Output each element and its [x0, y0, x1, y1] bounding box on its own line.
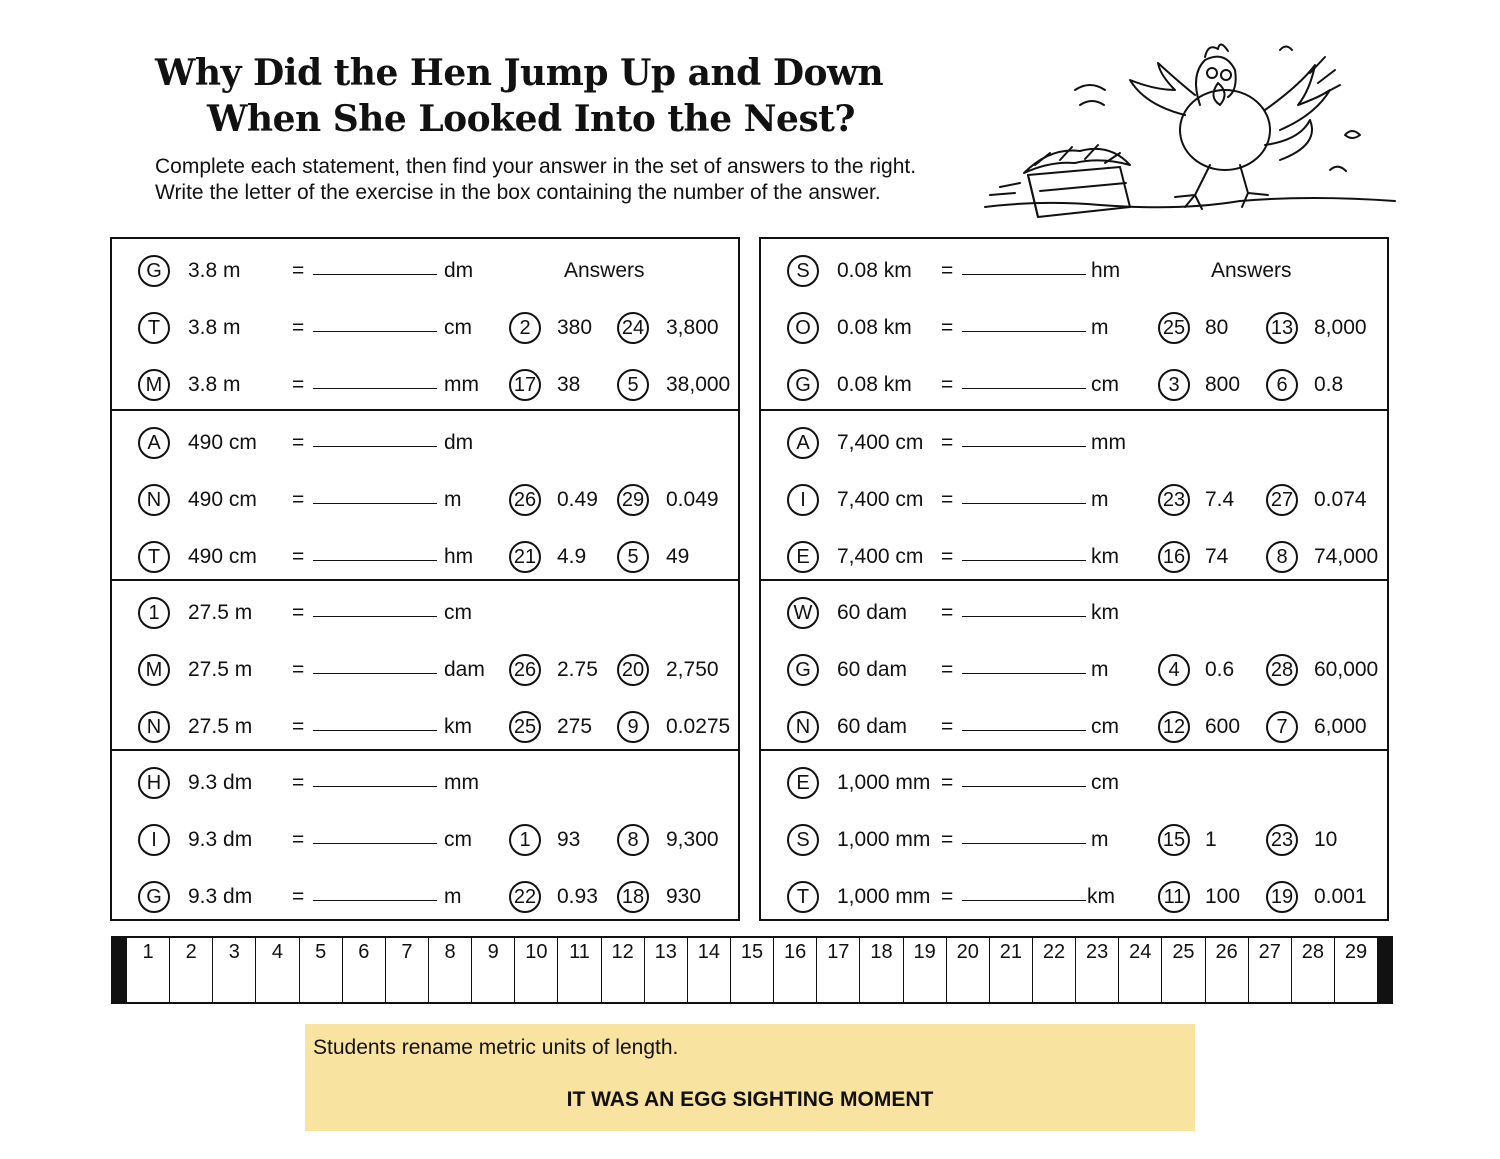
answer-blank[interactable] [313, 900, 437, 901]
equals-sign: = [292, 714, 305, 738]
answer-blank[interactable] [313, 274, 437, 275]
answer-blank[interactable] [962, 274, 1086, 275]
answer-box[interactable] [1334, 938, 1377, 1002]
answer-number: 7 [1266, 711, 1298, 743]
answer-number: 17 [509, 369, 541, 401]
exercise-row [761, 698, 1387, 755]
answer-blank[interactable] [962, 388, 1086, 389]
answer-value: 1 [1205, 827, 1217, 851]
quantity: 27.5 m [188, 600, 253, 624]
equals-sign: = [941, 714, 954, 738]
equals-sign: = [941, 600, 954, 624]
target-unit: km [444, 714, 472, 738]
answer-box-number: 27 [1258, 941, 1281, 963]
equals-sign: = [292, 657, 305, 681]
exercise-block [112, 579, 738, 751]
exercise-block [761, 749, 1387, 921]
exercise-row [761, 414, 1387, 471]
answer-box-number: 17 [827, 941, 850, 963]
instructions [155, 154, 916, 206]
exercise-block [761, 579, 1387, 751]
quantity: 0.08 km [837, 372, 912, 396]
target-unit: mm [1091, 430, 1126, 454]
answer-number: 27 [1266, 484, 1298, 516]
answer-value: 100 [1205, 884, 1241, 908]
quantity: 27.5 m [188, 714, 253, 738]
exercise-row [112, 754, 738, 811]
answer-box-number: 4 [271, 941, 284, 963]
exercise-row [112, 698, 738, 755]
equals-sign: = [292, 315, 305, 339]
answer-blank[interactable] [962, 616, 1086, 617]
target-unit: dm [444, 258, 474, 282]
exercise-row [761, 471, 1387, 528]
exercise-row [761, 641, 1387, 698]
exercise-letter: O [787, 312, 819, 344]
answer-box[interactable] [514, 938, 557, 1002]
answer-value: 8,000 [1314, 315, 1367, 339]
answer-box[interactable] [816, 938, 859, 1002]
title-line-2: When She Looked Into the Nest? [207, 98, 855, 140]
answer-number: 28 [1266, 654, 1298, 686]
answer-number: 12 [1158, 711, 1190, 743]
exercise-row [112, 528, 738, 585]
exercise-block [112, 409, 738, 581]
exercise-letter: G [138, 881, 170, 913]
answer-number: 2 [509, 312, 541, 344]
answer-box-number: 1 [142, 941, 154, 963]
target-unit: cm [444, 315, 472, 339]
answer-box[interactable] [428, 938, 471, 1002]
exercise-letter: T [787, 881, 819, 913]
equals-sign: = [941, 770, 954, 794]
target-unit: cm [1091, 714, 1119, 738]
answer-number: 1 [509, 824, 541, 856]
equals-sign: = [292, 372, 305, 396]
answer-value: 74,000 [1314, 544, 1379, 568]
answer-number: 5 [617, 541, 649, 573]
answer-number: 19 [1266, 881, 1298, 913]
exercise-row [761, 528, 1387, 585]
answer-box[interactable] [859, 938, 902, 1002]
quantity: 490 cm [188, 430, 257, 454]
exercise-letter: N [138, 484, 170, 516]
exercise-letter: N [787, 711, 819, 743]
answer-value: 0.074 [1314, 487, 1367, 511]
target-unit: km [1091, 544, 1119, 568]
answers-heading: Answers [1211, 258, 1292, 282]
answer-box-cells [127, 938, 1377, 1002]
answer-box-number: 3 [228, 941, 240, 963]
answer-box-number: 13 [654, 941, 677, 963]
answer-box[interactable] [557, 938, 600, 1002]
exercise-letter: I [787, 484, 819, 516]
quantity: 3.8 m [188, 372, 241, 396]
equals-sign: = [941, 487, 954, 511]
target-unit: cm [1091, 372, 1119, 396]
answer-box[interactable] [255, 938, 298, 1002]
target-unit: dm [444, 430, 474, 454]
quantity: 1,000 mm [837, 770, 931, 794]
answer-box[interactable] [471, 938, 514, 1002]
answer-box-number: 23 [1086, 941, 1109, 963]
answer-box-number: 16 [784, 941, 807, 963]
answer-box[interactable] [989, 938, 1032, 1002]
answer-box-strip [111, 936, 1393, 1004]
teacher-note [305, 1024, 1195, 1131]
quantity: 7,400 cm [837, 544, 924, 568]
equals-sign: = [941, 258, 954, 282]
quantity: 490 cm [188, 544, 257, 568]
quantity: 60 dam [837, 600, 908, 624]
left-exercise-panel [110, 237, 740, 921]
answer-box-number: 12 [611, 941, 634, 963]
target-unit: m [1091, 827, 1109, 851]
answer-blank[interactable] [962, 730, 1086, 731]
exercise-row [112, 414, 738, 471]
answer-box[interactable] [773, 938, 816, 1002]
note-answer: IT WAS AN EGG SIGHTING MOMENT [566, 1088, 934, 1111]
answer-box[interactable] [169, 938, 212, 1002]
answer-value: 930 [666, 884, 702, 908]
answer-number: 8 [617, 824, 649, 856]
answer-number: 8 [1266, 541, 1298, 573]
exercise-row [112, 471, 738, 528]
answer-blank[interactable] [962, 843, 1086, 844]
answer-blank[interactable] [313, 843, 437, 844]
answer-box-number: 22 [1042, 941, 1066, 963]
equals-sign: = [292, 827, 305, 851]
worksheet-title [155, 50, 975, 142]
answer-number: 6 [1266, 369, 1298, 401]
answer-value: 275 [557, 714, 593, 738]
answer-blank[interactable] [313, 331, 437, 332]
exercise-letter: H [138, 767, 170, 799]
answer-box[interactable] [1161, 938, 1204, 1002]
exercise-letter: G [787, 369, 819, 401]
exercise-letter: M [138, 369, 170, 401]
answer-blank[interactable] [962, 560, 1086, 561]
answer-blank[interactable] [313, 786, 437, 787]
answer-number: 23 [1266, 824, 1298, 856]
target-unit: km [1087, 884, 1115, 908]
answer-value: 2.75 [557, 657, 598, 681]
answer-value: 0.93 [557, 884, 598, 908]
answer-value: 4.9 [557, 544, 587, 568]
answer-box[interactable] [1118, 938, 1161, 1002]
answer-number: 21 [509, 541, 541, 573]
answer-box-number: 21 [999, 941, 1022, 963]
answer-number: 20 [617, 654, 649, 686]
answers-heading: Answers [564, 258, 645, 282]
exercise-row [112, 242, 738, 299]
exercise-row [761, 754, 1387, 811]
answer-box[interactable] [1205, 938, 1248, 1002]
answer-value: 6,000 [1314, 714, 1367, 738]
answer-box-number: 7 [401, 941, 413, 963]
exercise-letter: I [138, 824, 170, 856]
answer-number: 11 [1158, 881, 1190, 913]
target-unit: mm [444, 770, 479, 794]
strip-right-cap [1377, 938, 1391, 1002]
target-unit: hm [1091, 258, 1121, 282]
answer-box[interactable] [1248, 938, 1291, 1002]
exercise-row [761, 356, 1387, 413]
quantity: 7,400 cm [837, 487, 924, 511]
answer-value: 0.001 [1314, 884, 1367, 908]
equals-sign: = [941, 884, 954, 908]
answer-box[interactable] [644, 938, 687, 1002]
exercise-row [761, 811, 1387, 868]
quantity: 3.8 m [188, 258, 241, 282]
answer-box[interactable] [1291, 938, 1334, 1002]
target-unit: dam [444, 657, 485, 681]
answer-box-number: 6 [358, 941, 370, 963]
answer-value: 9,300 [666, 827, 719, 851]
equals-sign: = [292, 770, 305, 794]
answer-box-number: 26 [1215, 941, 1238, 963]
answer-box-number: 19 [913, 941, 936, 963]
answer-value: 93 [557, 827, 581, 851]
answer-value: 60,000 [1314, 657, 1379, 681]
answer-box[interactable] [299, 938, 342, 1002]
answer-number: 26 [509, 484, 541, 516]
answer-blank[interactable] [313, 560, 437, 561]
answer-box[interactable] [212, 938, 255, 1002]
exercise-letter: E [787, 541, 819, 573]
target-unit: cm [1091, 770, 1119, 794]
target-unit: cm [444, 600, 472, 624]
exercise-row [761, 242, 1387, 299]
equals-sign: = [941, 827, 954, 851]
exercise-letter: G [787, 654, 819, 686]
title-line-1: Why Did the Hen Jump Up and Down [155, 52, 884, 94]
quantity: 490 cm [188, 487, 257, 511]
exercise-row [761, 299, 1387, 356]
note-caption: Students rename metric units of length. [313, 1036, 679, 1059]
answer-box-number: 10 [525, 941, 548, 963]
right-exercise-panel [759, 237, 1389, 921]
answer-number: 9 [617, 711, 649, 743]
answer-number: 4 [1158, 654, 1190, 686]
answer-box[interactable] [342, 938, 385, 1002]
answer-value: 3,800 [666, 315, 719, 339]
exercise-letter: S [787, 255, 819, 287]
answer-number: 24 [617, 312, 649, 344]
exercise-letter: 1 [138, 597, 170, 629]
answer-box-number: 14 [697, 941, 721, 963]
answer-box-number: 20 [956, 941, 979, 963]
answer-box[interactable] [730, 938, 773, 1002]
answer-blank[interactable] [962, 786, 1086, 787]
answer-box[interactable] [1075, 938, 1118, 1002]
answer-box-number: 11 [569, 941, 590, 963]
answer-box[interactable] [127, 938, 169, 1002]
answer-box[interactable] [601, 938, 644, 1002]
target-unit: m [444, 487, 462, 511]
answer-box-number: 29 [1344, 941, 1368, 963]
answer-value: 2,750 [666, 657, 719, 681]
exercise-letter: W [787, 597, 819, 629]
equals-sign: = [941, 657, 954, 681]
answer-blank[interactable] [313, 730, 437, 731]
target-unit: m [1091, 657, 1109, 681]
exercise-row [112, 584, 738, 641]
answer-blank[interactable] [962, 673, 1086, 674]
instructions-line-2: Write the letter of the exercise in the box containing the number of the answer. [155, 181, 881, 204]
exercise-block [761, 409, 1387, 581]
answer-value: 10 [1314, 827, 1338, 851]
answer-value: 380 [557, 315, 593, 339]
answer-value: 0.049 [666, 487, 719, 511]
exercise-letter: S [787, 824, 819, 856]
answer-box-number: 28 [1301, 941, 1324, 963]
answer-value: 0.6 [1205, 657, 1235, 681]
strip-left-cap [113, 938, 127, 1002]
answer-blank[interactable] [962, 446, 1086, 447]
answer-value: 38,000 [666, 372, 731, 396]
answer-box-number: 18 [870, 941, 893, 963]
answer-value: 80 [1205, 315, 1229, 339]
instructions-line-1: Complete each statement, then find your answer in the set of answers to the right. [155, 155, 917, 178]
answer-value: 38 [557, 372, 581, 396]
answer-box-number: 8 [444, 941, 456, 963]
target-unit: mm [444, 372, 479, 396]
exercise-row [761, 868, 1387, 925]
equals-sign: = [292, 544, 305, 568]
exercise-letter: E [787, 767, 819, 799]
answer-blank[interactable] [962, 331, 1086, 332]
equals-sign: = [941, 315, 954, 339]
answer-box[interactable] [946, 938, 989, 1002]
equals-sign: = [941, 430, 954, 454]
quantity: 1,000 mm [837, 827, 931, 851]
quantity: 7,400 cm [837, 430, 924, 454]
answer-box-number: 15 [740, 941, 764, 963]
exercise-letter: M [138, 654, 170, 686]
answer-number: 13 [1266, 312, 1298, 344]
exercise-row [112, 868, 738, 925]
exercise-block [112, 749, 738, 921]
quantity: 27.5 m [188, 657, 253, 681]
answer-box[interactable] [903, 938, 946, 1002]
equals-sign: = [292, 430, 305, 454]
exercise-letter: T [138, 312, 170, 344]
answer-number: 29 [617, 484, 649, 516]
exercise-row [761, 584, 1387, 641]
exercise-letter: T [138, 541, 170, 573]
answer-blank[interactable] [313, 503, 437, 504]
exercise-row [112, 356, 738, 413]
answer-number: 23 [1158, 484, 1190, 516]
answer-box-number: 5 [315, 941, 327, 963]
quantity: 1,000 mm [837, 884, 931, 908]
answer-box[interactable] [1032, 938, 1075, 1002]
answer-value: 0.49 [557, 487, 598, 511]
exercise-block [112, 239, 738, 409]
answer-blank[interactable] [962, 503, 1086, 504]
answer-number: 18 [617, 881, 649, 913]
answer-number: 25 [1158, 312, 1190, 344]
target-unit: m [1091, 315, 1109, 339]
answer-box-number: 9 [487, 941, 499, 963]
target-unit: cm [444, 827, 472, 851]
equals-sign: = [292, 884, 305, 908]
answer-value: 800 [1205, 372, 1241, 396]
exercise-letter: N [138, 711, 170, 743]
quantity: 0.08 km [837, 258, 912, 282]
answer-number: 15 [1158, 824, 1190, 856]
quantity: 3.8 m [188, 315, 241, 339]
quantity: 9.3 dm [188, 770, 253, 794]
equals-sign: = [292, 258, 305, 282]
answer-box[interactable] [687, 938, 730, 1002]
answer-value: 74 [1205, 544, 1229, 568]
target-unit: m [1091, 487, 1109, 511]
target-unit: m [444, 884, 462, 908]
target-unit: hm [444, 544, 474, 568]
answer-value: 0.0275 [666, 714, 731, 738]
quantity: 9.3 dm [188, 827, 253, 851]
target-unit: km [1091, 600, 1119, 624]
exercise-row [112, 299, 738, 356]
exercise-letter: A [138, 427, 170, 459]
quantity: 60 dam [837, 714, 908, 738]
equals-sign: = [292, 487, 305, 511]
quantity: 60 dam [837, 657, 908, 681]
answer-number: 22 [509, 881, 541, 913]
equals-sign: = [941, 544, 954, 568]
exercise-row [112, 641, 738, 698]
answer-number: 26 [509, 654, 541, 686]
answer-value: 49 [666, 544, 690, 568]
exercise-row [112, 811, 738, 868]
hen-nest-illustration [980, 35, 1400, 235]
answer-blank[interactable] [313, 446, 437, 447]
answer-number: 25 [509, 711, 541, 743]
answer-box[interactable] [385, 938, 428, 1002]
answer-box-number: 2 [185, 941, 197, 963]
answer-value: 7.4 [1205, 487, 1235, 511]
exercise-block [761, 239, 1387, 409]
exercise-letter: A [787, 427, 819, 459]
quantity: 9.3 dm [188, 884, 253, 908]
answer-blank[interactable] [962, 900, 1086, 901]
answer-number: 5 [617, 369, 649, 401]
answer-value: 0.8 [1314, 372, 1344, 396]
equals-sign: = [941, 372, 954, 396]
answer-box-number: 25 [1172, 941, 1195, 963]
answer-number: 3 [1158, 369, 1190, 401]
answer-number: 16 [1158, 541, 1190, 573]
exercise-letter: G [138, 255, 170, 287]
quantity: 0.08 km [837, 315, 912, 339]
answer-value: 600 [1205, 714, 1241, 738]
answer-blank[interactable] [313, 616, 437, 617]
answer-blank[interactable] [313, 673, 437, 674]
equals-sign: = [292, 600, 305, 624]
answer-box-number: 24 [1129, 941, 1152, 963]
answer-blank[interactable] [313, 388, 437, 389]
